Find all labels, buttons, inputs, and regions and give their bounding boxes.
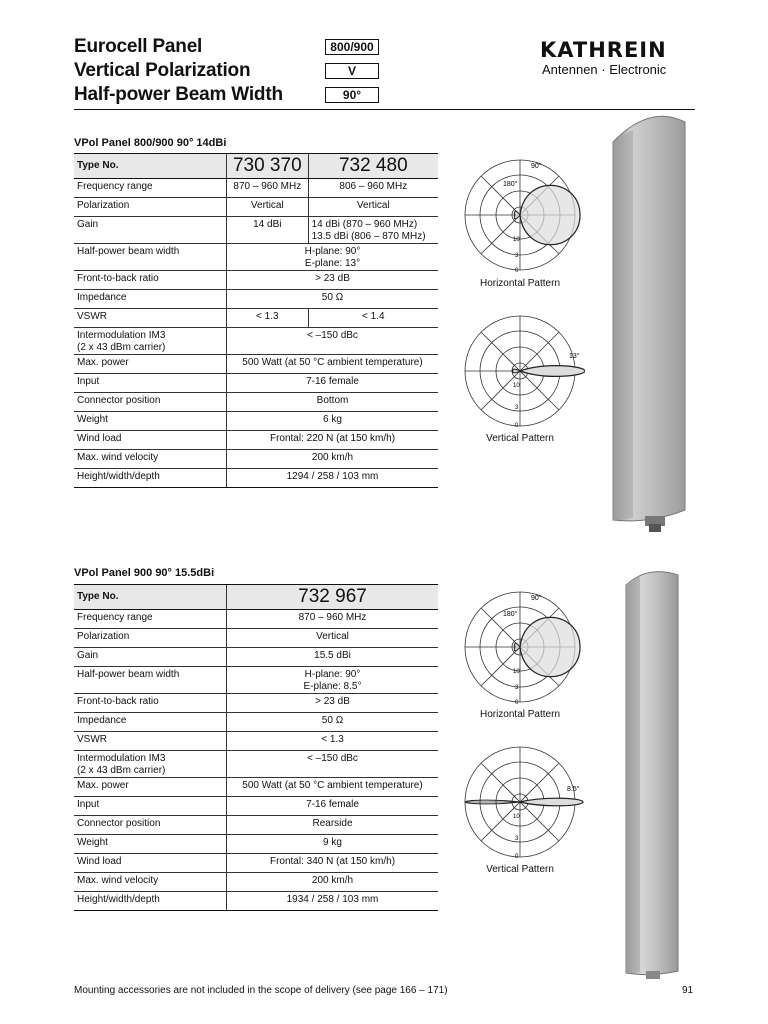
tick-label: 10 xyxy=(513,814,520,820)
row-value: 6 kg xyxy=(227,412,439,431)
row-value: 200 km/h xyxy=(227,873,439,892)
row-value: < 1.4 xyxy=(308,309,438,328)
row-label: Front-to-back ratio xyxy=(74,694,227,713)
eplane-value: E-plane: 8.5° xyxy=(303,681,362,692)
section2-spec-table xyxy=(74,584,438,911)
h-angle-label: 90° xyxy=(531,163,542,170)
beamwidth-box: 90° xyxy=(325,87,379,103)
row-value: Rearside xyxy=(227,816,439,835)
table-row xyxy=(74,290,438,309)
row-label: VSWR xyxy=(74,309,227,328)
type-label: Type No. xyxy=(74,154,227,179)
section1-horizontal-pattern xyxy=(455,158,585,276)
table-row xyxy=(74,393,438,412)
table-row xyxy=(74,217,438,244)
page-title-line-1: Eurocell Panel xyxy=(74,36,203,57)
im3-sublabel: (2 x 43 dBm carrier) xyxy=(77,342,166,353)
row-value: 15.5 dBi xyxy=(227,648,439,667)
row-value: > 23 dB xyxy=(227,271,439,290)
row-value: Vertical xyxy=(227,198,309,217)
row-label: Connector position xyxy=(74,393,227,412)
row-value: 7-16 female xyxy=(227,374,439,393)
v-angle-label: 13° xyxy=(569,353,580,360)
row-label: Half-power beam width xyxy=(74,244,227,271)
tick-label: 10 xyxy=(513,383,520,389)
tick-label: 3 xyxy=(515,685,519,691)
row-label: Weight xyxy=(74,412,227,431)
row-label: Frequency range xyxy=(74,179,227,198)
tick-label: 0 xyxy=(515,854,519,860)
type-no-b: 732 480 xyxy=(308,154,438,179)
band-box: 800/900 xyxy=(325,39,379,55)
antenna-panel-image xyxy=(618,567,688,985)
section2-horizontal-pattern xyxy=(455,590,585,708)
row-value: 7-16 female xyxy=(227,797,439,816)
im3-label: Intermodulation IM3 xyxy=(77,753,166,764)
table-row xyxy=(74,154,438,179)
polarization-box: V xyxy=(325,63,379,79)
row-label: Front-to-back ratio xyxy=(74,271,227,290)
row-label: Impedance xyxy=(74,713,227,732)
hplane-value: H-plane: 90° xyxy=(304,246,361,257)
row-value xyxy=(227,667,439,694)
row-value: Bottom xyxy=(227,393,439,412)
section2-vertical-pattern xyxy=(455,745,585,863)
section1-spec-table xyxy=(74,153,438,488)
row-value: < 1.3 xyxy=(227,309,309,328)
row-label: VSWR xyxy=(74,732,227,751)
table-row xyxy=(74,816,438,835)
row-value: < 1.3 xyxy=(227,732,439,751)
gain-line-1: 14 dBi (870 – 960 MHz) xyxy=(311,219,418,230)
table-row xyxy=(74,244,438,271)
row-value: 1294 / 258 / 103 mm xyxy=(227,469,439,488)
row-value: 14 dBi xyxy=(227,217,309,244)
section2-title: VPol Panel 900 90° 15.5dBi xyxy=(74,567,215,579)
row-value: > 23 dB xyxy=(227,694,439,713)
row-value xyxy=(308,217,438,244)
row-value: 1934 / 258 / 103 mm xyxy=(227,892,439,911)
row-value: < –150 dBc xyxy=(227,328,439,355)
row-value: Vertical xyxy=(308,198,438,217)
table-row xyxy=(74,713,438,732)
table-row xyxy=(74,854,438,873)
type-no-a: 730 370 xyxy=(227,154,309,179)
row-label: Max. power xyxy=(74,778,227,797)
table-row xyxy=(74,309,438,328)
table-row xyxy=(74,892,438,911)
table-row xyxy=(74,648,438,667)
row-value: 50 Ω xyxy=(227,290,439,309)
section1-horizontal-pattern-label: Horizontal Pattern xyxy=(479,278,561,289)
tick-label: 0 xyxy=(515,700,519,706)
row-label: Wind load xyxy=(74,431,227,450)
type-label: Type No. xyxy=(74,585,227,610)
v-angle-label: 8.5° xyxy=(567,786,580,793)
row-label: Height/width/depth xyxy=(74,469,227,488)
row-label: Frequency range xyxy=(74,610,227,629)
tick-label: 10 xyxy=(513,669,520,675)
row-label: Impedance xyxy=(74,290,227,309)
row-value: 50 Ω xyxy=(227,713,439,732)
row-value: Frontal: 220 N (at 150 km/h) xyxy=(227,431,439,450)
im3-label: Intermodulation IM3 xyxy=(77,330,166,341)
row-label: Max. wind velocity xyxy=(74,873,227,892)
row-value: 200 km/h xyxy=(227,450,439,469)
table-row xyxy=(74,179,438,198)
tick-label: 0 xyxy=(515,423,519,429)
table-row xyxy=(74,797,438,816)
row-label: Polarization xyxy=(74,198,227,217)
row-label: Input xyxy=(74,374,227,393)
h-back-label: 180° xyxy=(503,181,518,188)
row-label: Wind load xyxy=(74,854,227,873)
table-row xyxy=(74,431,438,450)
table-row xyxy=(74,751,438,778)
section1-vertical-pattern-label: Vertical Pattern xyxy=(486,433,554,444)
table-row xyxy=(74,328,438,355)
brand-subtitle: Antennen · Electronic xyxy=(542,62,667,77)
footer-note: Mounting accessories are not included in the scope of delivery (see page 166 – 171) xyxy=(74,985,448,996)
section2-horizontal-pattern-label: Horizontal Pattern xyxy=(479,709,561,720)
table-row xyxy=(74,778,438,797)
row-label: Gain xyxy=(74,648,227,667)
eplane-value: E-plane: 13° xyxy=(304,258,361,269)
row-label: Gain xyxy=(74,217,227,244)
section1-vertical-pattern xyxy=(455,314,585,432)
row-label: Polarization xyxy=(74,629,227,648)
im3-sublabel: (2 x 43 dBm carrier) xyxy=(77,765,166,776)
table-row xyxy=(74,374,438,393)
table-row xyxy=(74,469,438,488)
tick-label: 3 xyxy=(515,253,519,259)
antenna-panel-image xyxy=(605,112,697,537)
table-row xyxy=(74,667,438,694)
section2-vertical-pattern-label: Vertical Pattern xyxy=(486,864,554,875)
table-row xyxy=(74,732,438,751)
row-label: Weight xyxy=(74,835,227,854)
row-value: Vertical xyxy=(227,629,439,648)
table-row xyxy=(74,198,438,217)
row-label xyxy=(74,328,227,355)
row-value xyxy=(227,244,439,271)
table-row xyxy=(74,585,438,610)
table-row xyxy=(74,412,438,431)
row-value: 500 Watt (at 50 °C ambient temperature) xyxy=(227,778,439,797)
table-row xyxy=(74,271,438,290)
type-no: 732 967 xyxy=(227,585,439,610)
table-row xyxy=(74,694,438,713)
tick-label: 0 xyxy=(515,268,519,274)
table-row xyxy=(74,835,438,854)
section1-title: VPol Panel 800/900 90° 14dBi xyxy=(74,137,227,149)
page-number: 91 xyxy=(682,985,694,996)
row-value: < –150 dBc xyxy=(227,751,439,778)
table-row xyxy=(74,629,438,648)
row-label: Connector position xyxy=(74,816,227,835)
kathrein-logo: KATHREIN xyxy=(540,38,667,62)
h-angle-label: 90° xyxy=(531,595,542,602)
tick-label: 3 xyxy=(515,405,519,411)
page-title-line-3: Half-power Beam Width xyxy=(74,84,283,105)
row-label: Max. power xyxy=(74,355,227,374)
row-label: Max. wind velocity xyxy=(74,450,227,469)
h-back-label: 180° xyxy=(503,611,518,618)
row-label: Half-power beam width xyxy=(74,667,227,694)
row-label: Input xyxy=(74,797,227,816)
page-title-line-2: Vertical Polarization xyxy=(74,60,251,81)
tick-label: 10 xyxy=(513,237,520,243)
row-value: 870 – 960 MHz xyxy=(227,179,309,198)
table-row xyxy=(74,873,438,892)
table-row xyxy=(74,610,438,629)
row-value: Frontal: 340 N (at 150 km/h) xyxy=(227,854,439,873)
row-value: 500 Watt (at 50 °C ambient temperature) xyxy=(227,355,439,374)
row-label: Height/width/depth xyxy=(74,892,227,911)
row-value: 870 – 960 MHz xyxy=(227,610,439,629)
table-row xyxy=(74,355,438,374)
row-label xyxy=(74,751,227,778)
row-value: 806 – 960 MHz xyxy=(308,179,438,198)
gain-line-2: 13.5 dBi (806 – 870 MHz) xyxy=(311,231,426,242)
row-value: 9 kg xyxy=(227,835,439,854)
tick-label: 3 xyxy=(515,836,519,842)
table-row xyxy=(74,450,438,469)
header-rule xyxy=(74,109,695,110)
hplane-value: H-plane: 90° xyxy=(304,669,361,680)
